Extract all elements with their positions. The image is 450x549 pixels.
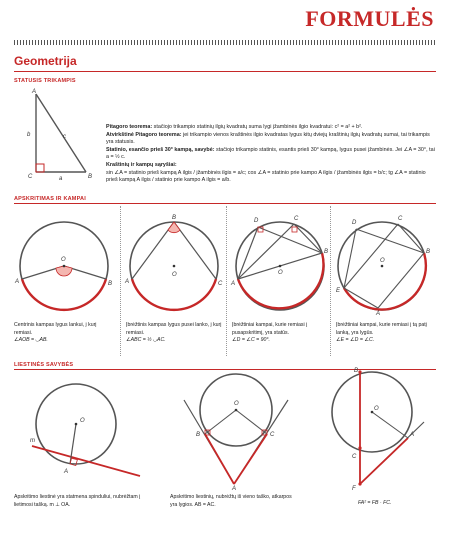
page-title: FORMULĖS: [305, 6, 434, 31]
point-a-label: A: [231, 281, 236, 287]
secant-tangent-caption: FA² = FB · FC.: [358, 500, 392, 506]
two-tangents-figure: [166, 372, 296, 490]
point-a-label: A: [64, 469, 69, 475]
center-o-label: O: [234, 401, 239, 407]
secant-tangent-figure: [312, 366, 436, 498]
section-divider: [14, 71, 436, 72]
point-a-label: A: [376, 311, 381, 316]
center-o-label: O: [278, 270, 283, 276]
central-angle-figure: [14, 206, 114, 316]
point-b-label: B: [426, 249, 431, 255]
side-c-label: c: [63, 134, 66, 140]
right-triangle-figure: [14, 86, 104, 182]
point-b-label: B: [108, 281, 113, 287]
caption-text: Centrinis kampas lygus lankui, į kurį remiasi.: [14, 322, 97, 336]
section-title: Geometrija: [14, 54, 77, 68]
point-c-label: C: [294, 216, 299, 222]
point-b-label: B: [354, 368, 359, 374]
right-triangle-subtitle: STATUSIS TRIKAMPIS: [14, 78, 76, 84]
point-b-label: B: [172, 215, 177, 221]
point-a-label: A: [15, 279, 20, 285]
vertex-c-label: C: [28, 174, 33, 180]
sarysiai-text: sin ∠A = statinio prieš kampą A ilgis / įžambinės ilgis = a/c; cos ∠A = statinio prie kampo A ilgis / įžambinės ilgis = b/c; tg ∠A = statinio prieš kampą A ilgis / statinio prie kampo A ilgis = a/b.: [106, 169, 426, 184]
line-m-label: m: [30, 438, 35, 444]
same-arc-angles-caption: [336, 322, 436, 345]
point-e-label: E: [336, 288, 341, 294]
semicircle-angle-caption: [232, 322, 328, 345]
center-o-label: O: [61, 257, 66, 263]
statinis-title: Statinio, esančio prieš 30° kampą, savybė:: [106, 146, 215, 153]
center-o-label: O: [80, 418, 85, 424]
point-d-label: D: [352, 220, 357, 226]
inscribed-angle-figure: [124, 206, 224, 316]
caption-formula: ∠D = ∠C = 90°.: [232, 337, 270, 343]
semicircle-angle-figure: [230, 206, 330, 316]
atvirkstine-text: jei trikampio vienos kraštinės ilgio kvadratas lygus kitų dviejų kraštinių ilgių kvadratų sumai, tai trikampis yra statusis.: [106, 131, 430, 146]
side-b-label: b: [27, 132, 31, 138]
point-c-label: C: [270, 432, 275, 438]
column-divider: [330, 206, 331, 356]
caption-formula: ∠ABC = ½ ◡AC.: [126, 337, 166, 343]
tangent-perpendicular-caption: Apskritimo liestinė yra statmena spinduliui, nubrėžtam į lietimosi tašką. m ⊥ OA.: [14, 494, 141, 508]
same-arc-angles-figure: [332, 206, 436, 316]
point-a-label: A: [410, 432, 415, 438]
caption-formula: ∠E = ∠D = ∠C.: [336, 337, 375, 343]
right-triangle-theorems: [106, 124, 436, 185]
column-divider: [226, 206, 227, 356]
caption-text: Įbrėžtiniai kampai, kurie remiasi į pusapskritimį, yra statūs.: [232, 322, 308, 336]
point-c-label: C: [218, 281, 223, 287]
side-a-label: a: [59, 176, 63, 182]
center-o-label: O: [172, 272, 177, 278]
caption-formula: ∠AOB = ◡AB.: [14, 337, 48, 343]
caption-text: Įbrėžtiniai kampai, kurie remiasi į tą patį lanką, yra lygūs.: [336, 322, 427, 336]
statinis-text: stačiojo trikampio statinis, esantis prieš 30° kampą, lygus pusei įžambinės. Jei ∠A = 30°, tai a = ½ c.: [106, 146, 435, 161]
vertex-b-label: B: [88, 174, 93, 180]
point-f-label: F: [352, 486, 356, 492]
tangent-perpendicular-figure: [14, 372, 144, 490]
pitagoras-text: stačiojo trikampio statinių ilgių kvadratų suma lygi įžambinės ilgio kvadratui: c² = a² + b².: [153, 124, 363, 130]
tangent-subtitle: LIESTINĖS SAVYBĖS: [14, 362, 74, 368]
two-tangents-caption: Apskritimo liestinių, nubrėžtų iš vieno taško, atkarpos yra lygios. AB = AC.: [170, 494, 292, 508]
header-hatch-divider: [14, 40, 436, 45]
point-b-label: B: [324, 249, 329, 255]
central-angle-caption: [14, 322, 114, 345]
column-divider: [120, 206, 121, 356]
circle-angles-divider: [14, 203, 436, 204]
point-c-label: C: [352, 454, 357, 460]
sarysiai-title: Kraštinių ir kampų sąryšiai:: [106, 161, 177, 168]
point-c-label: C: [398, 216, 403, 222]
atvirkstine-title: Atvirkštinė Pitagoro teorema:: [106, 131, 182, 138]
pitagoras-title: Pitagoro teorema:: [106, 124, 153, 130]
inscribed-angle-caption: [126, 322, 224, 345]
center-o-label: O: [380, 258, 385, 264]
caption-text: Įbrėžtinis kampas lygus pusei lanko, į kurį remiasi.: [126, 322, 222, 336]
point-a-label: A: [232, 486, 237, 490]
circle-angles-subtitle: APSKRITIMAS IR KAMPAI: [14, 196, 86, 202]
point-b-label: B: [196, 432, 201, 438]
center-o-label: O: [374, 406, 379, 412]
point-a-label: A: [125, 279, 130, 285]
vertex-a-label: A: [32, 89, 37, 95]
point-d-label: D: [254, 218, 259, 224]
